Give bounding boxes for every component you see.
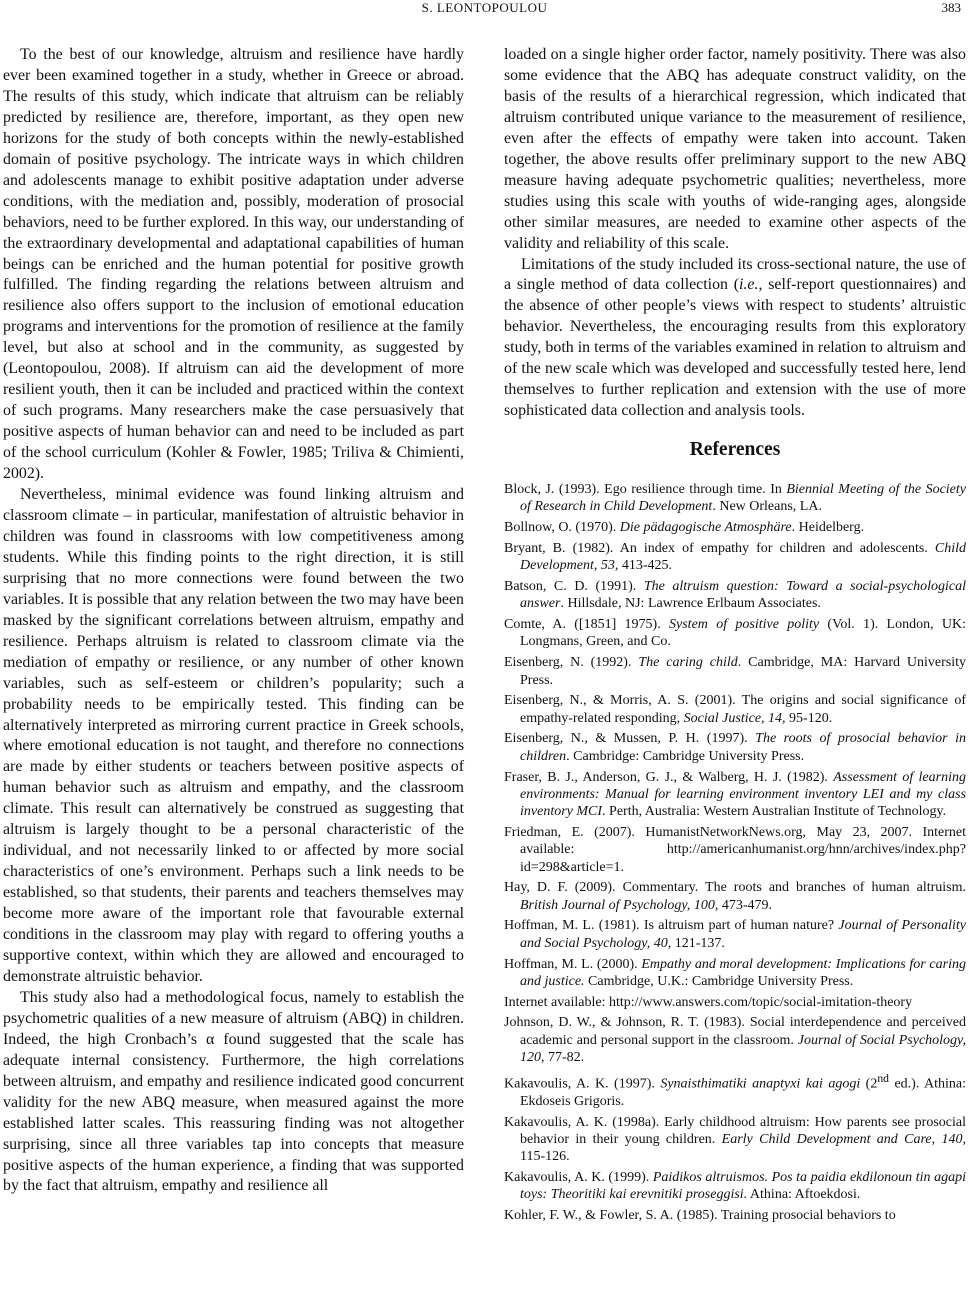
running-head-author: S. LEONTOPOULOU: [421, 0, 548, 15]
reference-italic: Die pädagogische Atmosphäre: [619, 520, 792, 536]
reference-text: Kakavoulis, A. K. (1997).: [504, 1076, 661, 1092]
reference-text: . Cambridge: Cambridge University Press.: [566, 748, 805, 764]
reference-entry: [504, 1207, 966, 1224]
page-number: 383: [941, 0, 961, 15]
reference-text: , 77-82.: [541, 1050, 585, 1066]
reference-text: Eisenberg, N. (1992).: [504, 655, 639, 671]
reference-text: Eisenberg, N., & Mussen, P. H. (1997).: [504, 731, 756, 747]
reference-text: Kohler, F. W., & Fowler, S. A. (1985). Training prosocial behaviors to: [504, 1208, 896, 1224]
reference-entry: [504, 956, 966, 991]
reference-entry: [504, 994, 966, 1011]
reference-entry: [504, 730, 966, 765]
reference-text: (Vol. 1). London, UK: Longmans, Green, and Co.: [520, 617, 966, 650]
right-column: [504, 45, 966, 1228]
reference-text: . Hillsdale, NJ: Lawrence Erlbaum Associates.: [560, 596, 821, 612]
reference-text: Hoffman, M. L. (1981). Is altruism part of human nature?: [504, 918, 839, 934]
paragraph-text: , self-report questionnaires) and the absence of other people’s views with respect to students’ altruistic behavior. Nevertheless, the encouraging results from this exploratory study, both in terms of the variables examined in relation to altruism and of the new scale which was developed and successfully tested here, lend themselves to further replication and extension with the use of more sophisticated data collection and analysis tools.: [504, 276, 966, 420]
reference-italic: Early Child Development and Care, 140,: [721, 1131, 966, 1147]
reference-entry: [504, 769, 966, 821]
paragraph: [504, 255, 966, 423]
reference-text: 121-137.: [671, 935, 725, 951]
reference-entry: [504, 519, 966, 536]
reference-text: . Perth, Australia: Western Australian Institute of Technology.: [602, 804, 947, 820]
reference-text: . New Orleans, LA.: [712, 499, 822, 515]
references-heading: References: [689, 439, 781, 461]
reference-italic: Child Development, 53,: [520, 541, 966, 574]
reference-text: Fraser, B. J., Anderson, G. J., & Walberg, H. J. (1982).: [504, 769, 834, 785]
reference-italic: Synaisthimatiki anaptyxi kai agogi: [660, 1076, 861, 1092]
reference-text: (2: [860, 1076, 878, 1092]
reference-entry: [504, 917, 966, 952]
reference-text: 115-126.: [520, 1149, 570, 1165]
reference-italic: The caring child: [638, 655, 738, 671]
reference-italic: 14,: [768, 710, 786, 726]
paragraph: Nevertheless, minimal evidence was found linking altruism and classroom climate – in particular, manifestation of altruistic behavior in children was found in classrooms with low competitiveness among students. While this finding points to the right direction, it is still surprising that no more connections were found between the two variables. It is possible that any relation between the two may have been masked by the significant correlations between altruism, empathy and resilience. Perhaps altruism is related to classroom climate via the mediation of empathy or resilience, or any number of other known variables, such as self-esteem or children’s popularity; such a probability needs to be empirically tested. This finding can be alternatively interpreted as mirroring current practice in Greek schools, where emotional education is not taught, and therefore no connections are made by either students or teachers between positive aspects of human behavior such as altruism and empathy, and the classroom climate. This result can alternatively be construed as suggesting that altruism is largely thought to be a personal characteristic of the individual, and not necessarily linked to or affected by more social characteristics of one’s environment. Perhaps such a link needs to be established, so that students, their parents and teachers themselves may become more aware of the important role that favourable external conditions in the classroom may play with regard to offering youths a supportive context, within which they are allowed and encouraged to demonstrate altruistic behavior.: [3, 486, 464, 985]
reference-italic: Journal of Personality and Social Psychology, 40,: [520, 918, 966, 951]
reference-entry: [504, 692, 966, 727]
reference-text: Hoffman, M. L. (2000).: [504, 956, 642, 972]
reference-entry: [504, 578, 966, 613]
reference-text: Block, J. (1993). Ego resilience through time. In: [504, 482, 787, 498]
paragraph-italic: i.e.: [739, 276, 759, 294]
reference-entry: [504, 1169, 966, 1204]
paragraph-text: Limitations of the study included its cross-sectional nature, the use of a single method of data collection (: [504, 255, 966, 294]
reference-text: Eisenberg, N., & Morris, A. S. (2001). The origins and social significance of empathy-related responding,: [504, 693, 966, 726]
reference-italic: The altruism question: Toward a social-psychological answer: [520, 579, 966, 612]
reference-italic: Journal of Social Psychology, 120: [520, 1032, 966, 1066]
reference-text: Comte, A. ([1851] 1975).: [504, 617, 670, 633]
reference-text: ,: [761, 710, 769, 726]
reference-list: [504, 481, 966, 1224]
reference-text: Johnson, D. W., & Johnson, R. T. (1983). Social interdependence and perceived academic and personal support in the classroom.: [504, 1015, 966, 1048]
reference-text: Athina: Aftoekdosi.: [747, 1187, 861, 1203]
reference-text: Kakavoulis, A. K. (1999).: [504, 1169, 653, 1185]
reference-text: Cambridge, U.K.: Cambridge University Press.: [584, 973, 854, 989]
reference-entry: [504, 824, 966, 876]
reference-italic: Paidikos altruismos. Pos ta paidia ekdilonoun tin agapi toys: Theoritiki kai erevnitiki proseggisi.: [520, 1169, 966, 1203]
reference-text: . Cambridge, MA: Harvard University Press.: [520, 655, 966, 688]
reference-text: Friedman, E. (2007). HumanistNetworkNews.org, May 23, 2007. Internet available: http://americanhumanist.org/hnn/archives/index.php?id=298&article=1.: [504, 824, 966, 875]
paragraph: This study also had a methodological focus, namely to establish the psychometric qualities of a new measure of altruism (ABQ) in children. Indeed, the high Cronbach’s α found suggested that the scale has adequate internal consistency. Furthermore, the high correlations between altruism, and empathy and resilience indicated good concurrent validity for the new ABQ measure, when measured against the more established latter scales. This reassuring finding was not altogether surprising, since all three variables tap into concepts that measure positive aspects of the human experience, a finding that was supported by the fact that altruism, empathy and resilience all: [3, 988, 464, 1195]
reference-text: ed.). Athina: Ekdoseis Grigoris.: [520, 1076, 966, 1109]
reference-text: Internet available: http://www.answers.com/topic/social-imitation-theory: [504, 994, 913, 1010]
reference-entry: [504, 879, 966, 914]
paragraph: loaded on a single higher order factor, namely positivity. There was also some evidence that the ABQ has adequate construct validity, on the basis of the results of a hierarchical regression, which indicated that altruism contributed unique variance to the measurement of resilience, even after the effects of empathy were taken into account. Taken together, the above results offer preliminary support to the new ABQ measure having adequate psychometric qualities; nevertheless, more studies using this scale with youths of wide-ranging ages, alongside other similar measures, are needed to examine other aspects of the validity and reliability of this scale.: [504, 46, 966, 252]
reference-italic: Empathy and moral development: Implications for caring and justice.: [520, 956, 966, 989]
reference-entry: [504, 1070, 966, 1110]
reference-entry: [504, 616, 966, 651]
page-header: [0, 0, 969, 20]
paragraph: To the best of our knowledge, altruism and resilience have hardly ever been examined together in a study, whether in Greece or abroad. The results of this study, which indicate that altruism can be reliably predicted by resilience are, therefore, important, as they open new horizons for the study of both concepts within the newly-established domain of positive psychology. The intricate ways in which children and adolescents manage to exhibit positive adaptation under adverse conditions, with the mediation and, possibly, moderation of prosocial behaviors, need to be further explored. In this way, our understanding of the extraordinary developmental and adaptational capabilities of human beings can be enriched and the human potential for positive growth fulfilled. The finding regarding the relations between altruism and resilience also offers support to the inclusion of emotional education programs and interventions for the promotion of resilience at the family level, but also at school and in the community, as suggested by (Leontopoulou, 2008). If altruism can aid the development of more resilient youth, then it can be included and practiced within the context of such programs. Many researchers make the case persuasively that positive aspects of human behavior can and need to be included as part of the school curriculum (Kohler & Fowler, 1985; Triliva & Chimienti, 2002).: [3, 46, 464, 483]
reference-text: Bryant, B. (1982). An index of empathy for children and adolescents.: [504, 541, 935, 556]
reference-entry: [504, 481, 966, 516]
reference-entry: [504, 1014, 966, 1066]
reference-text: . Heidelberg.: [791, 520, 865, 536]
reference-text: 95-120.: [785, 710, 833, 726]
reference-entry: [504, 1114, 966, 1166]
reference-text: Bollnow, O. (1970).: [504, 520, 620, 536]
reference-text: Hay, D. F. (2009). Commentary. The roots and branches of human altruism.: [504, 880, 966, 896]
reference-text: 413-425.: [618, 558, 673, 574]
reference-text: 473-479.: [718, 897, 772, 913]
reference-entry: [504, 654, 966, 689]
reference-italic: British Journal of Psychology, 100,: [520, 897, 719, 913]
reference-italic: System of positive polity: [669, 617, 820, 633]
reference-italic: Social Justice: [683, 710, 762, 726]
left-column: [3, 45, 464, 1197]
reference-superscript: nd: [877, 1071, 889, 1085]
reference-italic: The roots of prosocial behavior in children: [520, 731, 966, 764]
reference-italic: Assessment of learning environments: Manual for learning environment inventory LEI and my class inventory MCI: [520, 769, 966, 820]
reference-entry: [504, 540, 966, 575]
reference-italic: Biennial Meeting of the Society of Research in Child Development: [520, 482, 967, 515]
reference-text: Batson, C. D. (1991).: [504, 579, 644, 595]
reference-text: Kakavoulis, A. K. (1998a). Early childhood altruism: How parents see prosocial behavior in their young children.: [504, 1114, 966, 1147]
